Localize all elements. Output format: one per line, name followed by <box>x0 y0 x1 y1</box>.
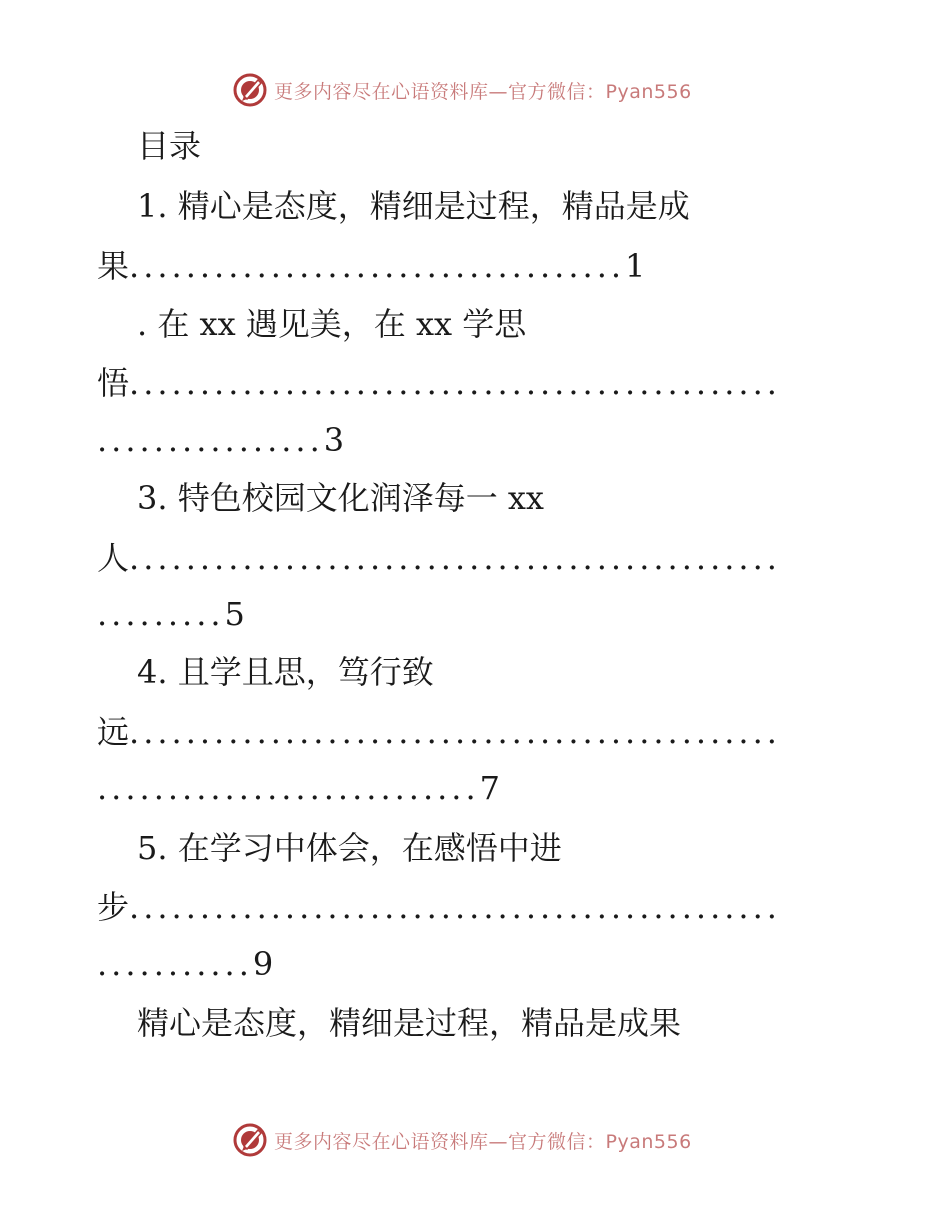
toc-entry-1-page: 1 <box>625 247 646 285</box>
toc-entry-1-leader[interactable]: 果...................................1 <box>97 247 646 285</box>
toc-entry-3-leader[interactable]: 人.............................................. <box>97 539 781 577</box>
header-banner <box>0 70 950 110</box>
toc-entry-3-page: 5 <box>224 595 245 633</box>
footer-banner-text: 更多内容尽在心语资料库—官方微信：Pyan556 <box>274 1130 692 1153</box>
header-banner-text: 更多内容尽在心语资料库—官方微信：Pyan556 <box>274 80 692 103</box>
toc-entry-5-page: 9 <box>252 945 274 983</box>
dot-leader: .............................................. <box>129 713 781 751</box>
toc-entry-5-title[interactable]: 5. 在学习中体会，在感悟中进 <box>137 829 562 867</box>
toc-entry-1-title[interactable]: 1. 精心是态度，精细是过程，精品是成 <box>137 187 690 225</box>
pen-logo-icon <box>232 1122 268 1158</box>
toc-entry-2-leader-cont[interactable] <box>97 420 344 460</box>
toc-title: 目录 <box>137 127 202 165</box>
toc-entry-3-leader-cont[interactable] <box>97 594 245 634</box>
dot-leader: ................................... <box>129 247 626 285</box>
toc-entry-5-leader-cont[interactable] <box>97 944 273 984</box>
toc-entry-2-page: 3 <box>323 421 345 459</box>
section-heading: 精心是态度，精细是过程，精品是成果 <box>137 1004 682 1042</box>
toc-entry-2-leader[interactable]: 悟.............................................. <box>97 364 781 402</box>
dot-leader: .............................................. <box>129 888 781 926</box>
dot-leader: .............................................. <box>129 539 781 577</box>
toc-entry-4-leader-cont[interactable] <box>97 768 500 808</box>
footer-banner <box>0 1120 950 1160</box>
toc-entry-5-leader[interactable]: 步.............................................. <box>97 888 781 926</box>
dot-leader: .............................................. <box>129 364 781 402</box>
toc-entry-2-title[interactable]: . 在 xx 遇见美，在 xx 学思 <box>137 305 527 343</box>
dot-leader: ........................... <box>97 769 480 807</box>
pen-logo-icon <box>232 72 268 108</box>
dot-leader: ........... <box>97 945 253 983</box>
toc-entry-4-page: 7 <box>479 769 500 807</box>
toc-entry-4-leader[interactable]: 远.............................................. <box>97 713 781 751</box>
dot-leader: ................ <box>97 421 324 459</box>
toc-entry-3-title[interactable]: 3. 特色校园文化润泽每一 xx <box>137 479 544 517</box>
dot-leader: ......... <box>97 595 225 633</box>
toc-entry-4-title[interactable]: 4. 且学且思，笃行致 <box>137 653 434 691</box>
